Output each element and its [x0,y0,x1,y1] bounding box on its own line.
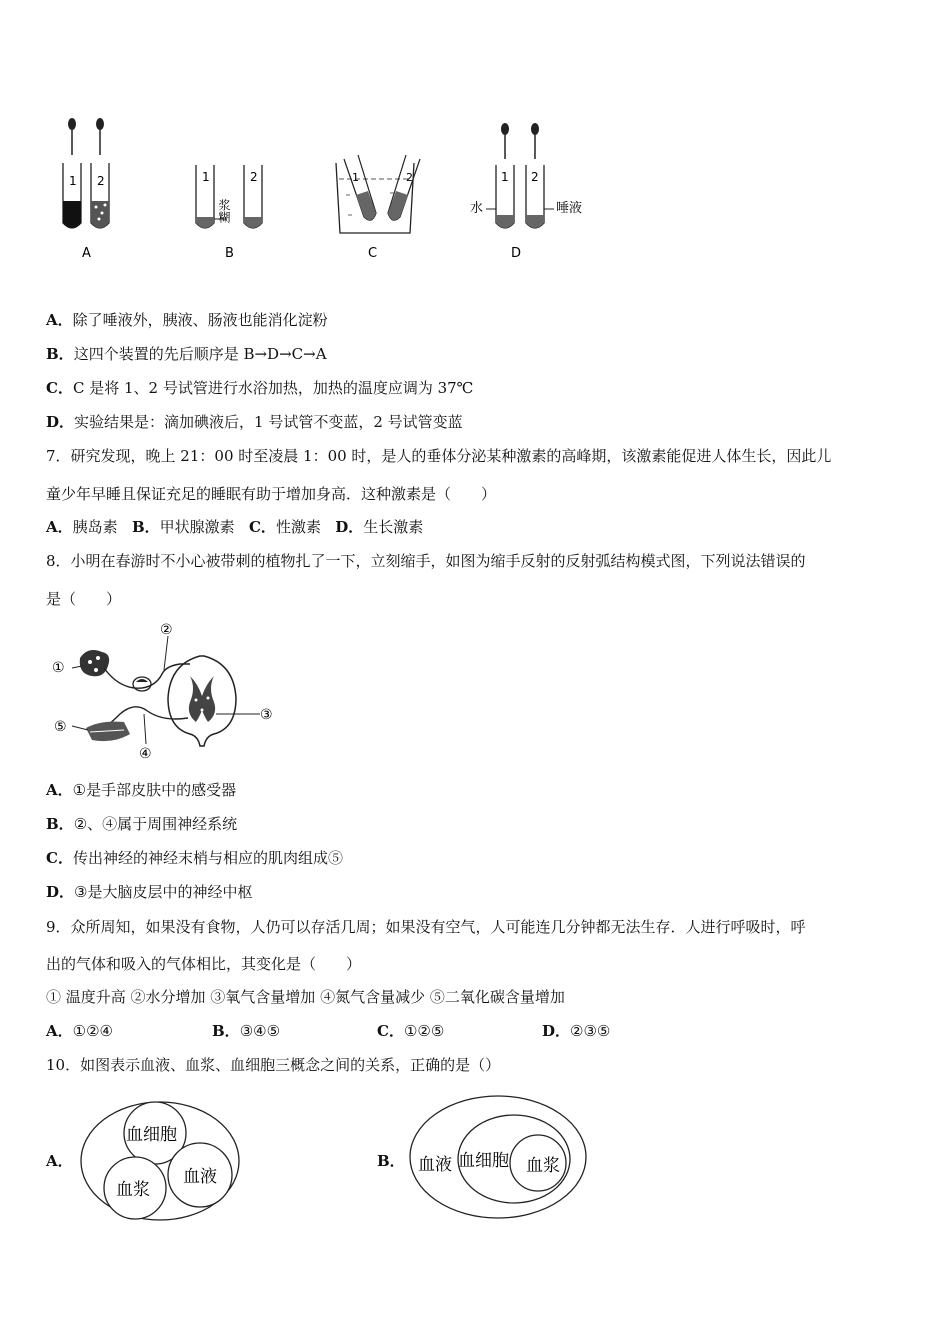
q9-option-d [542,1021,610,1041]
panel-d-tubes [486,165,554,228]
q6-option-a-label: A． [46,311,73,329]
panel-b-tube1-number: 1 [202,170,210,184]
panel-d-droppers [501,123,539,159]
q10-option-a-diagram [80,1100,242,1222]
reflex-marker-3: ③ [260,707,273,723]
q6-option-b-text: 这四个装置的先后顺序是 B→D→C→A [73,345,327,363]
q9-stem-line2: 出的气体和吸入的气体相比，其变化是（ ） [46,955,362,973]
grey-matter [189,676,215,722]
q6-option-b [46,344,327,364]
q6-option-a [46,310,328,330]
q6-option-d-text: 实验结果是：滴加碘液后，1 号试管不变蓝，2 号试管变蓝 [74,413,463,431]
q7-option-d-text: 生长激素 [363,518,424,536]
q10-option-b-label: B． [377,1152,405,1170]
q9-option-c [377,1021,444,1041]
q8-option-a-text: ①是手部皮肤中的感受器 [72,781,237,799]
q7-stem-line2: 童少年早睡且保证充足的睡眠有助于增加身高．这种激素是（ ） [46,485,497,503]
reflex-arc-figure [50,618,290,768]
label-blood-a: 血液 [183,1167,217,1187]
label-blood-b: 血液 [418,1155,452,1175]
q8-option-b-label: B． [46,815,74,833]
q10-stem: 10．如图表示血液、血浆、血细胞三概念之间的关系，正确的是（） [46,1056,501,1074]
panel-a-tubes [63,163,109,228]
q7-option-c-label: C． [248,518,276,536]
q8-option-a-label: A． [46,781,73,799]
panel-d-saliva-label: 唾液 [556,201,583,216]
panel-c-beaker [336,155,420,233]
q9-choices-list: ① 温度升高 ②水分增加 ③氧气含量增加 ④氮气含量减少 ⑤二氧化碳含量增加 [46,988,565,1006]
q7-option-d-label: D． [335,518,364,536]
receptor-skin [80,650,109,676]
panel-c-tube2-number: 2 [406,171,413,184]
q7-option-a-label: A． [46,518,73,536]
panel-b-paste-label: 浆糊 [217,199,231,223]
q8-stem-line1: 8．小明在春游时不小心被带刺的植物扎了一下，立刻缩手，如图为缩手反射的反射弧结构模式图，下列说法错误的 [46,552,806,570]
panel-c-label: C [368,246,378,261]
q7-option-a-text: 胰岛素 [72,518,118,536]
panel-a-tube2-number: 2 [97,174,105,188]
q6-figure [50,115,610,275]
q6-option-c [46,378,473,398]
q8-option-d-label: D． [46,883,75,901]
q9-option-a-text: ①②④ [72,1022,113,1040]
label-blood-cell-a: 血细胞 [126,1125,177,1145]
q8-option-c [46,848,343,868]
panel-a-tube1-number: 1 [69,174,77,188]
q6-option-d-label: D． [46,413,75,431]
panel-b-tube2-number: 2 [250,170,258,184]
q7-option-b-label: B． [131,518,160,536]
q9-option-a-label: A． [46,1022,73,1040]
panel-d-label: D [511,246,522,261]
label-plasma-b: 血浆 [526,1156,560,1176]
q9-option-c-label: C． [377,1022,404,1040]
q7-stem-line1: 7．研究发现，晚上 21：00 时至凌晨 1：00 时，是人的垂体分泌某种激素的高峰期，该激素能促进人体生长，因此儿 [46,447,832,465]
panel-d-tube2-number: 2 [531,170,539,184]
reflex-marker-4: ④ [139,746,152,762]
q8-option-a [46,780,236,800]
q9-option-a [46,1021,113,1041]
q7-option-b-text: 甲状腺激素 [159,518,235,536]
afferent-nerve [104,664,190,688]
reflex-marker-5: ⑤ [54,719,67,735]
q8-stem-line2: 是（ ） [46,590,122,608]
q6-option-c-label: C． [46,379,73,397]
q7-options [46,517,423,537]
panel-d-tube1-number: 1 [501,170,509,184]
q9-option-d-text: ②③⑤ [570,1022,611,1040]
q9-option-c-text: ①②⑤ [403,1022,445,1040]
q9-option-b-text: ③④⑤ [239,1022,281,1040]
panel-b-label: B [225,246,234,261]
q10-option-b-diagram [408,1094,588,1220]
reflex-marker-2: ② [160,622,173,638]
q6-option-a-text: 除了唾液外，胰液、肠液也能消化淀粉 [72,311,328,329]
q8-option-d [46,882,252,902]
q8-option-b-text: ②、④属于周围神经系统 [73,815,238,833]
q9-stem-line1: 9．众所周知，如果没有食物，人仍可以存活几周；如果没有空气，人可能连几分钟都无法生存．人进行呼吸时，呼 [46,918,806,936]
q8-option-d-text: ③是大脑皮层中的神经中枢 [74,883,253,901]
q6-option-b-label: B． [46,345,74,363]
q7-option-c-text: 性激素 [275,518,321,536]
reflex-marker-1: ① [52,660,65,676]
q8-option-c-text: 传出神经的神经末梢与相应的肌肉组成⑤ [72,849,343,867]
q8-option-b [46,814,237,834]
q6-option-c-text: C 是将 1、2 号试管进行水浴加热，加热的温度应调为 37℃ [72,379,474,397]
panel-c-tube1-number: 1 [352,171,359,184]
q10-option-a-label: A． [46,1152,73,1170]
label-blood-cell-b: 血细胞 [458,1151,509,1171]
q9-option-b [212,1021,280,1041]
q8-option-c-label: C． [46,849,73,867]
label-plasma-a: 血浆 [116,1180,150,1200]
q6-option-d [46,412,463,432]
q9-option-d-label: D． [542,1022,571,1040]
panel-d-water-label: 水 [470,201,484,216]
panel-a-label: A [82,246,91,261]
q9-option-b-label: B． [212,1022,240,1040]
panel-a-droppers [68,118,104,155]
